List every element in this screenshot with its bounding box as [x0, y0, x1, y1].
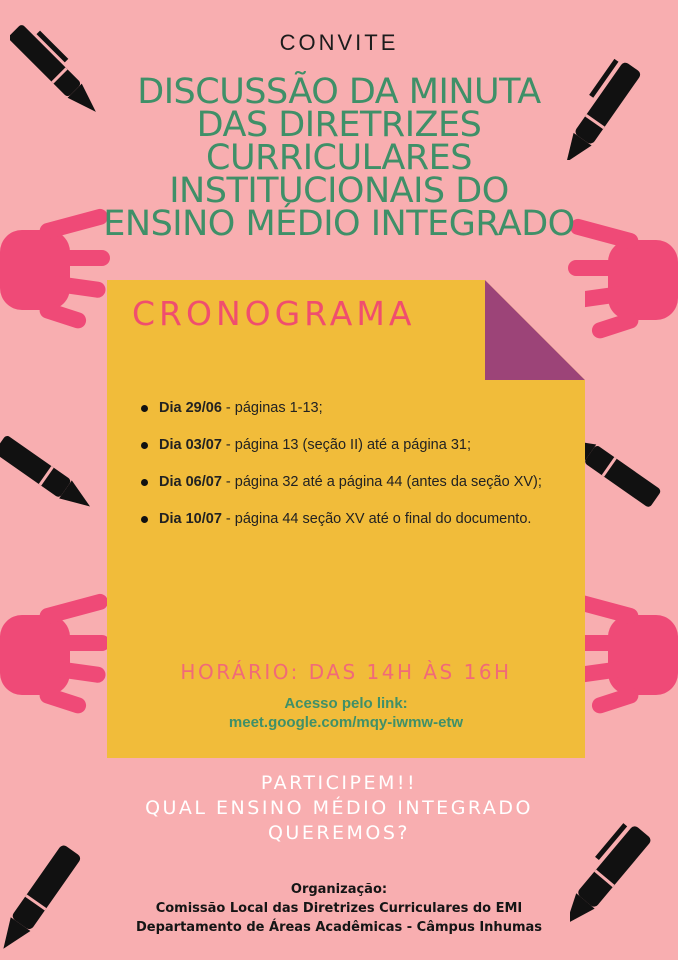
access-label: Acesso pelo link:	[284, 695, 408, 712]
hand-icon-lower-left	[0, 590, 110, 730]
title-line: CURRICULARES	[206, 138, 472, 178]
page-fold-corner	[485, 280, 585, 380]
pen-icon-middle-left	[0, 420, 100, 530]
invite-label: CONVITE	[279, 30, 399, 55]
schedule-card	[107, 280, 585, 758]
call-line: QUEREMOS?	[267, 822, 411, 844]
list-item	[137, 501, 567, 538]
schedule-detail: - página 44 seção XV até o final do documento.	[221, 511, 532, 527]
title-line: DAS DIRETRIZES	[196, 105, 482, 145]
pen-icon-middle-right	[585, 430, 678, 540]
time-info: HORÁRIO: DAS 14H ÀS 16H	[180, 660, 512, 684]
schedule-day: Dia 10/07	[159, 511, 222, 527]
call-line: QUAL ENSINO MÉDIO INTEGRADO	[145, 797, 533, 819]
page-title	[0, 72, 678, 244]
call-line: PARTICIPEM!!	[260, 772, 418, 794]
organization-line: Departamento de Áreas Acadêmicas - Câmpus Inhumas	[135, 920, 542, 935]
schedule-day: Dia 06/07	[159, 474, 222, 490]
meeting-link[interactable]: meet.google.com/mqy-iwmw-etw	[228, 714, 464, 731]
schedule-detail: - páginas 1-13;	[221, 400, 323, 416]
schedule-day: Dia 29/06	[159, 400, 222, 416]
schedule-list	[137, 390, 567, 538]
call-to-action	[0, 771, 678, 846]
organization-label: Organização:	[290, 882, 388, 897]
schedule-heading: CRONOGRAMA	[132, 294, 416, 333]
title-line: ENSINO MÉDIO INTEGRADO	[103, 204, 575, 244]
list-item	[137, 427, 567, 464]
schedule-day: Dia 03/07	[159, 437, 222, 453]
organization-footer	[0, 880, 678, 937]
title-line: DISCUSSÃO DA MINUTA	[137, 72, 541, 112]
schedule-detail: - página 32 até a página 44 (antes da seção XV);	[221, 474, 542, 490]
access-info	[107, 694, 585, 732]
list-item	[137, 390, 567, 427]
title-line: INSTITUCIONAIS DO	[169, 171, 509, 211]
organization-line: Comissão Local das Diretrizes Curriculares do EMI	[155, 901, 523, 916]
schedule-detail: - página 13 (seção II) até a página 31;	[221, 437, 471, 453]
list-item	[137, 464, 567, 501]
